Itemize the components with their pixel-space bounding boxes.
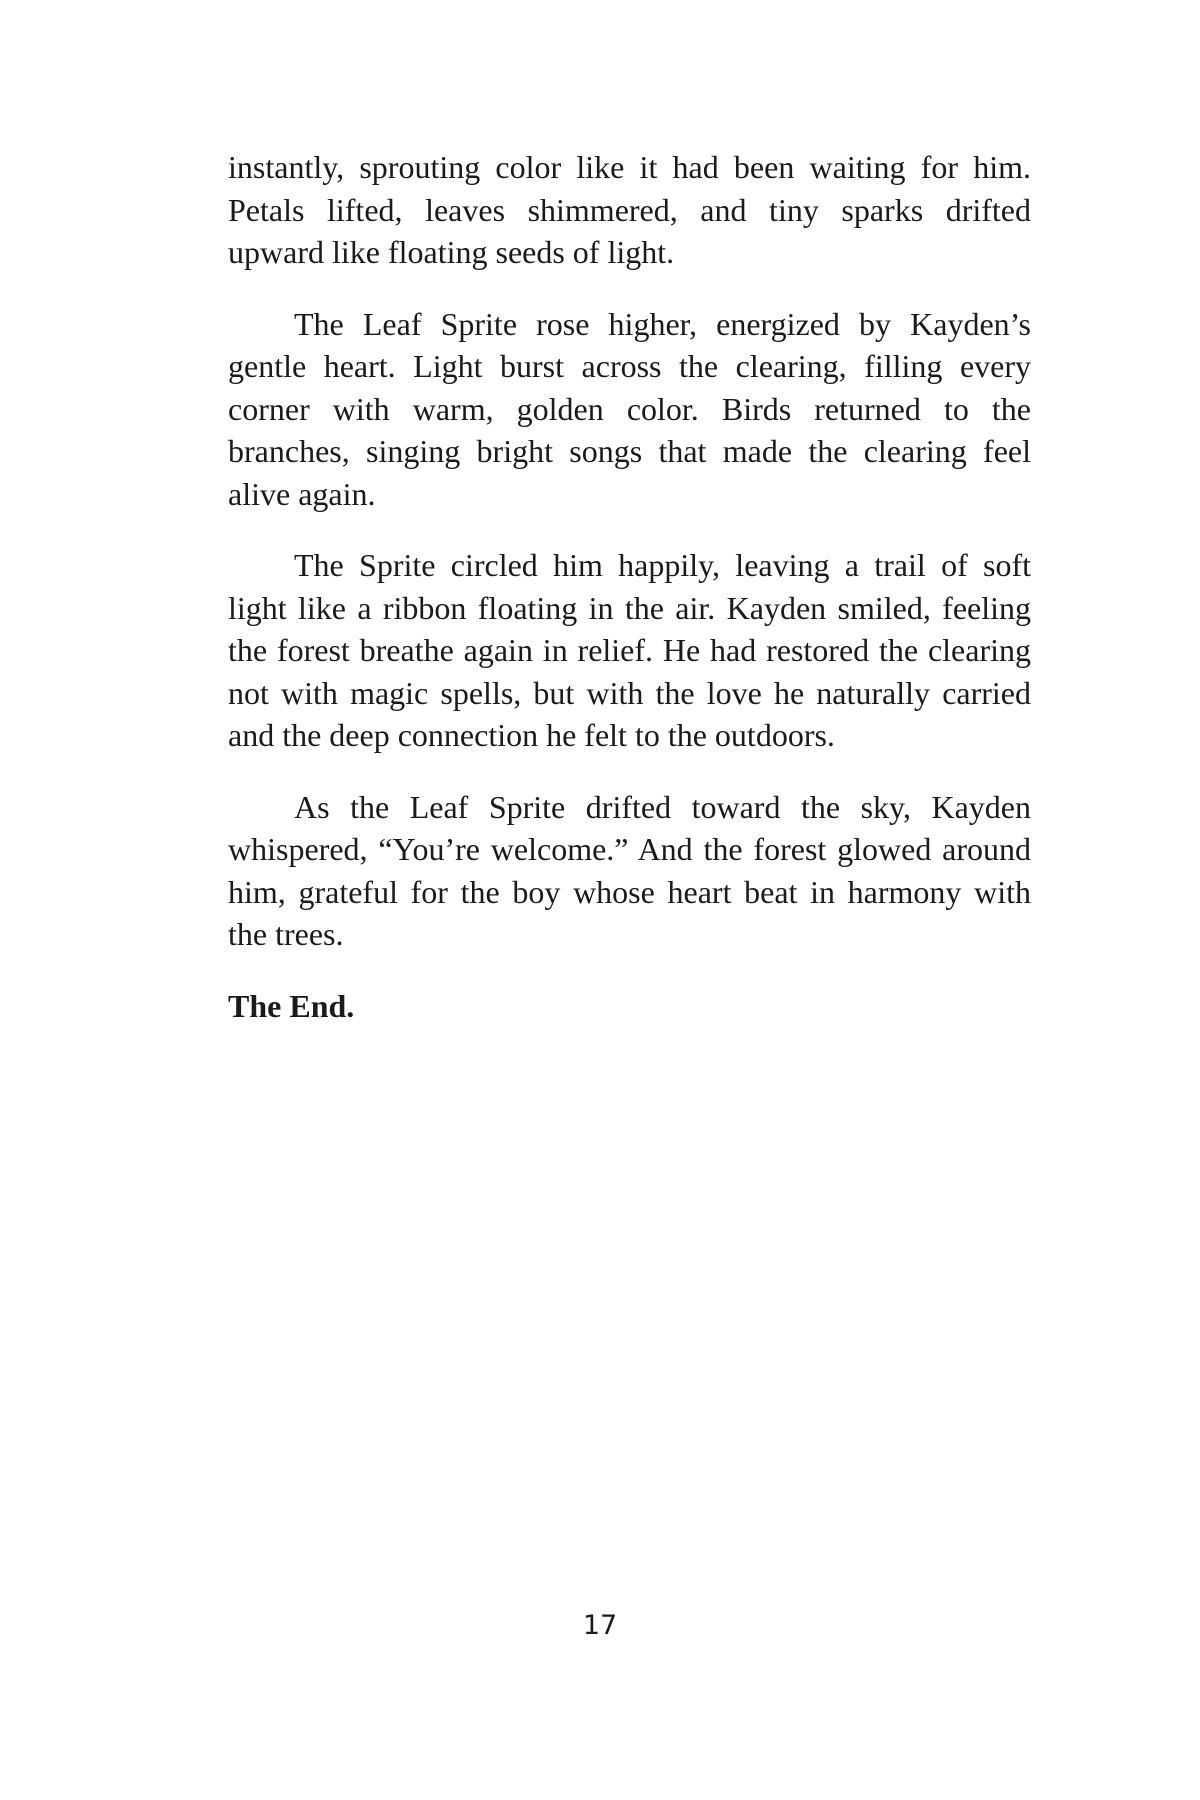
paragraph-continuation: instantly, sprouting color like it had been waiting for him. Petals lifted, leaves shimmered, and tiny sparks drifted upward like floating seeds of light. — [228, 149, 1031, 270]
paragraph-kayden-whispers: As the Leaf Sprite drifted toward the sky, Kayden whispered, “You’re welcome.” And the forest glowed around him, grateful for the boy whose heart beat in harmony with the trees. — [228, 788, 1031, 952]
paragraph-sprite-circles: The Sprite circled him happily, leaving a trail of soft light like a ribbon floating in the air. Kayden smiled, feeling the forest breathe again in relief. He had restored the clearing not with magic spells, but with the love he naturally carried and the deep connection he felt to the outdoors. — [228, 547, 1031, 753]
page-number: 17 — [582, 1610, 618, 1641]
the-end-heading: The End. — [228, 987, 355, 1024]
paragraph-leaf-sprite-rises: The Leaf Sprite rose higher, energized by Kayden’s gentle heart. Light burst across the clearing, filling every corner with warm, golden color. Birds returned to the branches, singing bright songs that made the clearing feel alive again. — [228, 305, 1031, 512]
story-text — [228, 146, 1031, 1027]
